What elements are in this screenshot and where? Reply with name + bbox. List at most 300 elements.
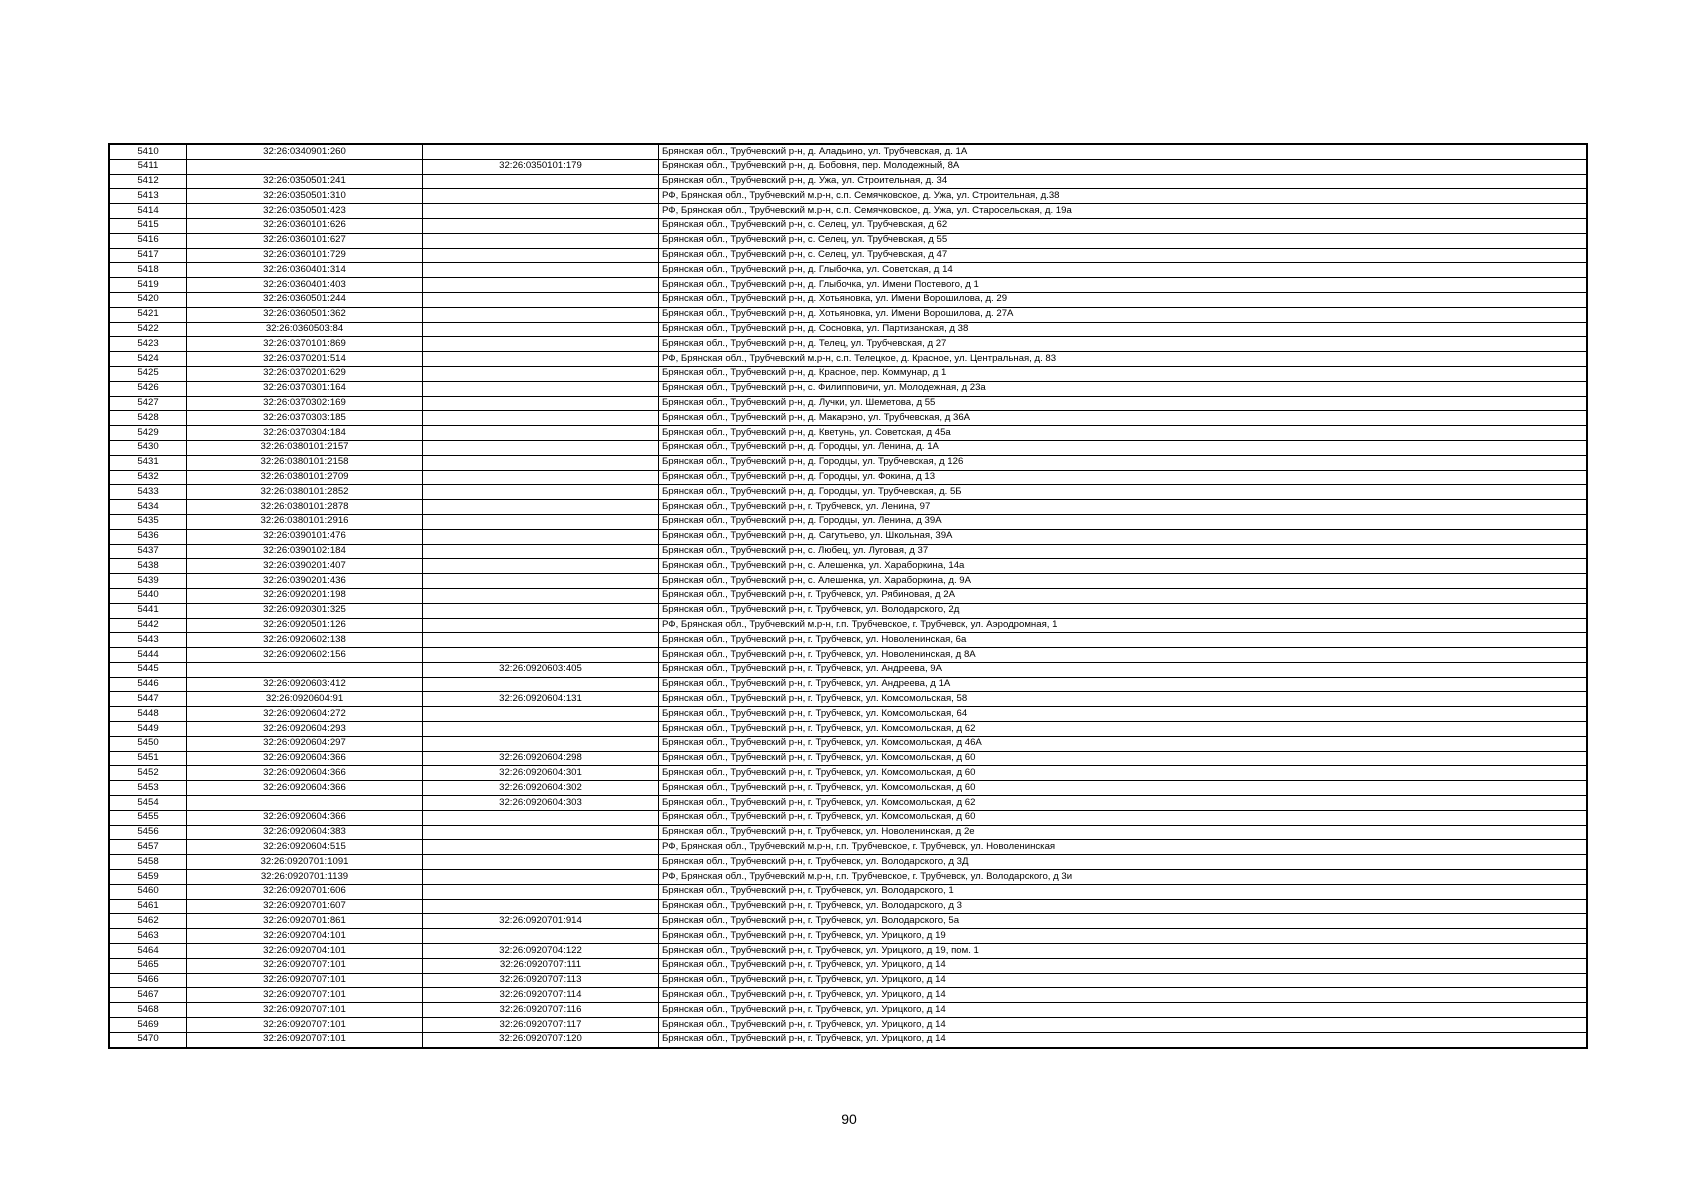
cadastral-number-cell: 32:26:0390201:407 <box>187 559 423 574</box>
cadastral-number-cell: 32:26:0360401:314 <box>187 263 423 278</box>
cadastral-number-cell: 32:26:0920604:515 <box>187 840 423 855</box>
related-cadastral-number-cell <box>423 322 659 337</box>
row-number-cell: 5411 <box>110 159 187 174</box>
row-number-cell: 5451 <box>110 751 187 766</box>
table-row <box>110 603 1587 618</box>
table-row <box>110 174 1587 189</box>
row-number-cell: 5469 <box>110 1018 187 1033</box>
table-row <box>110 352 1587 367</box>
related-cadastral-number-cell <box>423 396 659 411</box>
table-row <box>110 440 1587 455</box>
table-row <box>110 529 1587 544</box>
related-cadastral-number-cell <box>423 618 659 633</box>
table-row <box>110 751 1587 766</box>
related-cadastral-number-cell <box>423 707 659 722</box>
related-cadastral-number-cell <box>423 514 659 529</box>
address-cell: Брянская обл., Трубчевский р-н, д. Сосновка, ул. Партизанская, д 38 <box>659 322 1587 337</box>
page-number: 90 <box>841 1111 857 1127</box>
address-cell: РФ, Брянская обл., Трубчевский м.р-н, г.п. Трубчевское, г. Трубчевск, ул. Новоленинская <box>659 840 1587 855</box>
address-cell: Брянская обл., Трубчевский р-н, д. Ужа, ул. Строительная, д. 34 <box>659 174 1587 189</box>
table-row <box>110 145 1587 160</box>
cadastral-number-cell: 32:26:0920501:126 <box>187 618 423 633</box>
cadastral-number-cell: 32:26:0920604:366 <box>187 766 423 781</box>
related-cadastral-number-cell: 32:26:0920604:131 <box>423 692 659 707</box>
cadastral-number-cell: 32:26:0920701:1139 <box>187 870 423 885</box>
related-cadastral-number-cell <box>423 500 659 515</box>
row-number-cell: 5421 <box>110 307 187 322</box>
related-cadastral-number-cell <box>423 485 659 500</box>
address-cell: Брянская обл., Трубчевский р-н, г. Трубчевск, ул. Рябиновая, д 2А <box>659 588 1587 603</box>
address-cell: Брянская обл., Трубчевский р-н, с. Любец, ул. Луговая, д 37 <box>659 544 1587 559</box>
related-cadastral-number-cell <box>423 204 659 219</box>
row-number-cell: 5426 <box>110 381 187 396</box>
row-number-cell: 5448 <box>110 707 187 722</box>
row-number-cell: 5464 <box>110 944 187 959</box>
related-cadastral-number-cell <box>423 248 659 263</box>
row-number-cell: 5417 <box>110 248 187 263</box>
address-cell: Брянская обл., Трубчевский р-н, г. Трубчевск, ул. Комсомольская, д 60 <box>659 810 1587 825</box>
row-number-cell: 5430 <box>110 440 187 455</box>
related-cadastral-number-cell <box>423 810 659 825</box>
row-number-cell: 5446 <box>110 677 187 692</box>
address-cell: Брянская обл., Трубчевский р-н, г. Трубчевск, ул. Урицкого, д 19, пом. 1 <box>659 944 1587 959</box>
table-row <box>110 248 1587 263</box>
table-row <box>110 618 1587 633</box>
table-row <box>110 1018 1587 1033</box>
cadastral-number-cell: 32:26:0920701:861 <box>187 914 423 929</box>
address-cell: Брянская обл., Трубчевский р-н, г. Трубчевск, ул. Володарского, 5а <box>659 914 1587 929</box>
table-row <box>110 426 1587 441</box>
address-cell: Брянская обл., Трубчевский р-н, г. Трубчевск, ул. Володарского, 2д <box>659 603 1587 618</box>
cadastral-number-cell: 32:26:0370201:514 <box>187 352 423 367</box>
cadastral-number-cell: 32:26:0920604:272 <box>187 707 423 722</box>
row-number-cell: 5457 <box>110 840 187 855</box>
table-row <box>110 973 1587 988</box>
address-cell: Брянская обл., Трубчевский р-н, г. Трубчевск, ул. Комсомольская, 58 <box>659 692 1587 707</box>
row-number-cell: 5436 <box>110 529 187 544</box>
related-cadastral-number-cell: 32:26:0920604:301 <box>423 766 659 781</box>
row-number-cell: 5462 <box>110 914 187 929</box>
row-number-cell: 5418 <box>110 263 187 278</box>
table-row <box>110 633 1587 648</box>
row-number-cell: 5466 <box>110 973 187 988</box>
related-cadastral-number-cell <box>423 574 659 589</box>
address-cell: Брянская обл., Трубчевский р-н, д. Сагутьево, ул. Школьная, 39А <box>659 529 1587 544</box>
related-cadastral-number-cell <box>423 929 659 944</box>
address-cell: Брянская обл., Трубчевский р-н, г. Трубчевск, ул. Володарского, 1 <box>659 884 1587 899</box>
table-row <box>110 707 1587 722</box>
row-number-cell: 5456 <box>110 825 187 840</box>
row-number-cell: 5431 <box>110 455 187 470</box>
cadastral-number-cell: 32:26:0380101:2158 <box>187 455 423 470</box>
address-cell: Брянская обл., Трубчевский р-н, д. Городцы, ул. Ленина, д. 1А <box>659 440 1587 455</box>
cadastral-number-cell: 32:26:0920602:156 <box>187 648 423 663</box>
address-cell: Брянская обл., Трубчевский р-н, г. Трубчевск, ул. Урицкого, д 14 <box>659 958 1587 973</box>
address-cell: Брянская обл., Трубчевский р-н, д. Телец, ул. Трубчевская, д 27 <box>659 337 1587 352</box>
cadastral-number-cell: 32:26:0920604:293 <box>187 722 423 737</box>
related-cadastral-number-cell: 32:26:0920704:122 <box>423 944 659 959</box>
row-number-cell: 5463 <box>110 929 187 944</box>
table-row <box>110 189 1587 204</box>
cadastral-number-cell: 32:26:0920603:412 <box>187 677 423 692</box>
cadastral-number-cell: 32:26:0380101:2916 <box>187 514 423 529</box>
address-cell: Брянская обл., Трубчевский р-н, г. Трубчевск, ул. Комсомольская, 64 <box>659 707 1587 722</box>
cadastral-number-cell: 32:26:0920604:366 <box>187 810 423 825</box>
row-number-cell: 5420 <box>110 292 187 307</box>
table-row <box>110 366 1587 381</box>
row-number-cell: 5429 <box>110 426 187 441</box>
cadastral-number-cell: 32:26:0390102:184 <box>187 544 423 559</box>
address-cell: Брянская обл., Трубчевский р-н, д. Красное, пер. Коммунар, д 1 <box>659 366 1587 381</box>
related-cadastral-number-cell <box>423 722 659 737</box>
address-cell: Брянская обл., Трубчевский р-н, г. Трубчевск, ул. Новоленинская, д 8А <box>659 648 1587 663</box>
address-cell: Брянская обл., Трубчевский р-н, г. Трубчевск, ул. Комсомольская, д 62 <box>659 722 1587 737</box>
related-cadastral-number-cell <box>423 174 659 189</box>
cadastral-number-cell: 32:26:0920701:607 <box>187 899 423 914</box>
address-cell: Брянская обл., Трубчевский р-н, г. Трубчевск, ул. Андреева, д 1А <box>659 677 1587 692</box>
cadastral-number-cell: 32:26:0360101:626 <box>187 218 423 233</box>
row-number-cell: 5434 <box>110 500 187 515</box>
related-cadastral-number-cell: 32:26:0920603:405 <box>423 662 659 677</box>
address-cell: Брянская обл., Трубчевский р-н, г. Трубчевск, ул. Урицкого, д 14 <box>659 1018 1587 1033</box>
row-number-cell: 5419 <box>110 278 187 293</box>
cadastral-number-cell: 32:26:0390101:476 <box>187 529 423 544</box>
table-row <box>110 485 1587 500</box>
address-cell: Брянская обл., Трубчевский р-н, г. Трубчевск, ул. Комсомольская, д 60 <box>659 766 1587 781</box>
address-cell: Брянская обл., Трубчевский р-н, г. Трубчевск, ул. Урицкого, д 14 <box>659 973 1587 988</box>
table-row <box>110 307 1587 322</box>
related-cadastral-number-cell <box>423 529 659 544</box>
table-row <box>110 544 1587 559</box>
cadastral-number-cell <box>187 662 423 677</box>
related-cadastral-number-cell <box>423 381 659 396</box>
cadastral-number-cell: 32:26:0370303:185 <box>187 411 423 426</box>
row-number-cell: 5413 <box>110 189 187 204</box>
cadastral-number-cell: 32:26:0360501:362 <box>187 307 423 322</box>
row-number-cell: 5427 <box>110 396 187 411</box>
address-cell: Брянская обл., Трубчевский р-н, г. Трубчевск, ул. Комсомольская, д 62 <box>659 796 1587 811</box>
registry-table <box>109 144 1587 1048</box>
cadastral-number-cell: 32:26:0370101:869 <box>187 337 423 352</box>
cadastral-number-cell: 32:26:0920604:383 <box>187 825 423 840</box>
address-cell: Брянская обл., Трубчевский р-н, г. Трубчевск, ул. Ленина, 97 <box>659 500 1587 515</box>
row-number-cell: 5458 <box>110 855 187 870</box>
address-cell: Брянская обл., Трубчевский р-н, д. Бобовня, пер. Молодежный, 8А <box>659 159 1587 174</box>
address-cell: Брянская обл., Трубчевский р-н, с. Селец, ул. Трубчевская, д 55 <box>659 233 1587 248</box>
related-cadastral-number-cell: 32:26:0920701:914 <box>423 914 659 929</box>
related-cadastral-number-cell: 32:26:0920707:117 <box>423 1018 659 1033</box>
related-cadastral-number-cell: 32:26:0920707:120 <box>423 1032 659 1047</box>
related-cadastral-number-cell <box>423 559 659 574</box>
row-number-cell: 5428 <box>110 411 187 426</box>
cadastral-number-cell: 32:26:0920707:101 <box>187 958 423 973</box>
table-row <box>110 278 1587 293</box>
table-row <box>110 692 1587 707</box>
row-number-cell: 5435 <box>110 514 187 529</box>
address-cell: Брянская обл., Трубчевский р-н, с. Алешенка, ул. Хараборкина, 14а <box>659 559 1587 574</box>
cadastral-number-cell: 32:26:0380101:2852 <box>187 485 423 500</box>
table-row <box>110 884 1587 899</box>
row-number-cell: 5452 <box>110 766 187 781</box>
cadastral-number-cell <box>187 796 423 811</box>
row-number-cell: 5414 <box>110 204 187 219</box>
cadastral-number-cell: 32:26:0350501:423 <box>187 204 423 219</box>
cadastral-number-cell <box>187 159 423 174</box>
cadastral-number-cell: 32:26:0920604:297 <box>187 736 423 751</box>
cadastral-number-cell: 32:26:0360101:627 <box>187 233 423 248</box>
cadastral-number-cell: 32:26:0360401:403 <box>187 278 423 293</box>
row-number-cell: 5467 <box>110 988 187 1003</box>
address-cell: Брянская обл., Трубчевский р-н, д. Городцы, ул. Трубчевская, д 126 <box>659 455 1587 470</box>
cadastral-number-cell: 32:26:0340901:260 <box>187 145 423 160</box>
cadastral-number-cell: 32:26:0360501:244 <box>187 292 423 307</box>
address-cell: Брянская обл., Трубчевский р-н, д. Хотьяновка, ул. Имени Ворошилова, д. 27А <box>659 307 1587 322</box>
related-cadastral-number-cell <box>423 736 659 751</box>
cadastral-number-cell: 32:26:0380101:2709 <box>187 470 423 485</box>
row-number-cell: 5443 <box>110 633 187 648</box>
table-row <box>110 204 1587 219</box>
address-cell: РФ, Брянская обл., Трубчевский м.р-н, с.п. Телецкое, д. Красное, ул. Центральная, д. 83 <box>659 352 1587 367</box>
address-cell: Брянская обл., Трубчевский р-н, г. Трубчевск, ул. Комсомольская, д 46А <box>659 736 1587 751</box>
row-number-cell: 5450 <box>110 736 187 751</box>
address-cell: Брянская обл., Трубчевский р-н, г. Трубчевск, ул. Володарского, д 3 <box>659 899 1587 914</box>
cadastral-number-cell: 32:26:0920701:1091 <box>187 855 423 870</box>
row-number-cell: 5416 <box>110 233 187 248</box>
address-cell: Брянская обл., Трубчевский р-н, г. Трубчевск, ул. Урицкого, д 14 <box>659 1032 1587 1047</box>
cadastral-number-cell: 32:26:0920201:198 <box>187 588 423 603</box>
address-cell: Брянская обл., Трубчевский р-н, д. Городцы, ул. Ленина, д 39А <box>659 514 1587 529</box>
address-cell: Брянская обл., Трубчевский р-н, с. Селец, ул. Трубчевская, д 62 <box>659 218 1587 233</box>
address-cell: Брянская обл., Трубчевский р-н, д. Лучки, ул. Шеметова, д 55 <box>659 396 1587 411</box>
table-row <box>110 899 1587 914</box>
related-cadastral-number-cell <box>423 677 659 692</box>
related-cadastral-number-cell <box>423 870 659 885</box>
row-number-cell: 5442 <box>110 618 187 633</box>
table-row <box>110 159 1587 174</box>
row-number-cell: 5433 <box>110 485 187 500</box>
table-row <box>110 455 1587 470</box>
address-cell: РФ, Брянская обл., Трубчевский м.р-н, с.п. Семячковское, д. Ужа, ул. Старосельская, д. 19а <box>659 204 1587 219</box>
cadastral-number-cell: 32:26:0920604:366 <box>187 751 423 766</box>
table-row <box>110 1032 1587 1047</box>
address-cell: Брянская обл., Трубчевский р-н, д. Макарэно, ул. Трубчевская, д 36А <box>659 411 1587 426</box>
table-row <box>110 840 1587 855</box>
table-row <box>110 825 1587 840</box>
row-number-cell: 5470 <box>110 1032 187 1047</box>
table-row <box>110 470 1587 485</box>
row-number-cell: 5460 <box>110 884 187 899</box>
table-row <box>110 944 1587 959</box>
related-cadastral-number-cell <box>423 411 659 426</box>
cadastral-number-cell: 32:26:0380101:2878 <box>187 500 423 515</box>
table-row <box>110 322 1587 337</box>
row-number-cell: 5423 <box>110 337 187 352</box>
address-cell: Брянская обл., Трубчевский р-н, г. Трубчевск, ул. Андреева, 9А <box>659 662 1587 677</box>
related-cadastral-number-cell: 32:26:0920707:111 <box>423 958 659 973</box>
table-row <box>110 855 1587 870</box>
table-row <box>110 337 1587 352</box>
row-number-cell: 5444 <box>110 648 187 663</box>
row-number-cell: 5461 <box>110 899 187 914</box>
address-cell: Брянская обл., Трубчевский р-н, д. Городцы, ул. Фокина, д 13 <box>659 470 1587 485</box>
table-row <box>110 929 1587 944</box>
table-row <box>110 736 1587 751</box>
related-cadastral-number-cell <box>423 292 659 307</box>
related-cadastral-number-cell: 32:26:0920604:302 <box>423 781 659 796</box>
table-row <box>110 588 1587 603</box>
cadastral-number-cell: 32:26:0370301:164 <box>187 381 423 396</box>
table-row <box>110 662 1587 677</box>
related-cadastral-number-cell <box>423 366 659 381</box>
address-cell: Брянская обл., Трубчевский р-н, г. Трубчевск, ул. Комсомольская, д 60 <box>659 751 1587 766</box>
cadastral-number-cell: 32:26:0920707:101 <box>187 988 423 1003</box>
cadastral-number-cell: 32:26:0350501:241 <box>187 174 423 189</box>
address-cell: Брянская обл., Трубчевский р-н, с. Филипповичи, ул. Молодежная, д 23а <box>659 381 1587 396</box>
cadastral-number-cell: 32:26:0920604:91 <box>187 692 423 707</box>
row-number-cell: 5459 <box>110 870 187 885</box>
cadastral-number-cell: 32:26:0920604:366 <box>187 781 423 796</box>
related-cadastral-number-cell <box>423 825 659 840</box>
cadastral-number-cell: 32:26:0920701:606 <box>187 884 423 899</box>
cadastral-number-cell: 32:26:0360101:729 <box>187 248 423 263</box>
cadastral-number-cell: 32:26:0920602:138 <box>187 633 423 648</box>
related-cadastral-number-cell <box>423 470 659 485</box>
row-number-cell: 5454 <box>110 796 187 811</box>
row-number-cell: 5468 <box>110 1003 187 1018</box>
row-number-cell: 5432 <box>110 470 187 485</box>
cadastral-number-cell: 32:26:0920707:101 <box>187 1032 423 1047</box>
address-cell: Брянская обл., Трубчевский р-н, д. Кветунь, ул. Советская, д 45а <box>659 426 1587 441</box>
row-number-cell: 5410 <box>110 145 187 160</box>
row-number-cell: 5449 <box>110 722 187 737</box>
related-cadastral-number-cell <box>423 337 659 352</box>
related-cadastral-number-cell <box>423 263 659 278</box>
address-cell: Брянская обл., Трубчевский р-н, г. Трубчевск, ул. Урицкого, д 19 <box>659 929 1587 944</box>
related-cadastral-number-cell <box>423 440 659 455</box>
related-cadastral-number-cell <box>423 218 659 233</box>
table-row <box>110 263 1587 278</box>
related-cadastral-number-cell <box>423 899 659 914</box>
row-number-cell: 5440 <box>110 588 187 603</box>
address-cell: Брянская обл., Трубчевский р-н, г. Трубчевск, ул. Урицкого, д 14 <box>659 1003 1587 1018</box>
row-number-cell: 5425 <box>110 366 187 381</box>
table-row <box>110 233 1587 248</box>
related-cadastral-number-cell: 32:26:0920707:116 <box>423 1003 659 1018</box>
related-cadastral-number-cell: 32:26:0350101:179 <box>423 159 659 174</box>
row-number-cell: 5415 <box>110 218 187 233</box>
table-row <box>110 218 1587 233</box>
table-row <box>110 870 1587 885</box>
cadastral-number-cell: 32:26:0920301:325 <box>187 603 423 618</box>
related-cadastral-number-cell <box>423 426 659 441</box>
cadastral-number-cell: 32:26:0920704:101 <box>187 944 423 959</box>
table-row <box>110 514 1587 529</box>
related-cadastral-number-cell <box>423 603 659 618</box>
row-number-cell: 5412 <box>110 174 187 189</box>
related-cadastral-number-cell <box>423 307 659 322</box>
row-number-cell: 5439 <box>110 574 187 589</box>
related-cadastral-number-cell: 32:26:0920707:114 <box>423 988 659 1003</box>
cadastral-number-cell: 32:26:0920704:101 <box>187 929 423 944</box>
address-cell: Брянская обл., Трубчевский р-н, с. Алешенка, ул. Хараборкина, д. 9А <box>659 574 1587 589</box>
address-cell: Брянская обл., Трубчевский р-н, г. Трубчевск, ул. Комсомольская, д 60 <box>659 781 1587 796</box>
table-row <box>110 781 1587 796</box>
cadastral-number-cell: 32:26:0370201:629 <box>187 366 423 381</box>
row-number-cell: 5441 <box>110 603 187 618</box>
related-cadastral-number-cell: 32:26:0920707:113 <box>423 973 659 988</box>
table-row <box>110 292 1587 307</box>
table-row <box>110 500 1587 515</box>
cadastral-number-cell: 32:26:0370302:169 <box>187 396 423 411</box>
row-number-cell: 5465 <box>110 958 187 973</box>
related-cadastral-number-cell <box>423 145 659 160</box>
related-cadastral-number-cell <box>423 648 659 663</box>
address-cell: Брянская обл., Трубчевский р-н, д. Хотьяновка, ул. Имени Ворошилова, д. 29 <box>659 292 1587 307</box>
related-cadastral-number-cell: 32:26:0920604:298 <box>423 751 659 766</box>
table-row <box>110 396 1587 411</box>
table-row <box>110 411 1587 426</box>
cadastral-number-cell: 32:26:0360503:84 <box>187 322 423 337</box>
address-cell: Брянская обл., Трубчевский р-н, г. Трубчевск, ул. Новоленинская, д 2е <box>659 825 1587 840</box>
cadastral-number-cell: 32:26:0370304:184 <box>187 426 423 441</box>
table-row <box>110 722 1587 737</box>
related-cadastral-number-cell <box>423 633 659 648</box>
address-cell: Брянская обл., Трубчевский р-н, д. Городцы, ул. Трубчевская, д. 5Б <box>659 485 1587 500</box>
table-row <box>110 1003 1587 1018</box>
address-cell: Брянская обл., Трубчевский р-н, г. Трубчевск, ул. Урицкого, д 14 <box>659 988 1587 1003</box>
cadastral-number-cell: 32:26:0920707:101 <box>187 1018 423 1033</box>
table-row <box>110 796 1587 811</box>
row-number-cell: 5453 <box>110 781 187 796</box>
table-row <box>110 677 1587 692</box>
related-cadastral-number-cell <box>423 455 659 470</box>
row-number-cell: 5424 <box>110 352 187 367</box>
address-cell: Брянская обл., Трубчевский р-н, г. Трубчевск, ул. Новоленинская, 6а <box>659 633 1587 648</box>
address-cell: РФ, Брянская обл., Трубчевский м.р-н, г.п. Трубчевское, г. Трубчевск, ул. Володарского, д 3и <box>659 870 1587 885</box>
address-cell: Брянская обл., Трубчевский р-н, д. Аладьино, ул. Трубчевская, д. 1А <box>659 145 1587 160</box>
related-cadastral-number-cell <box>423 855 659 870</box>
cadastral-number-cell: 32:26:0390201:436 <box>187 574 423 589</box>
row-number-cell: 5447 <box>110 692 187 707</box>
related-cadastral-number-cell <box>423 840 659 855</box>
registry-table-body <box>110 145 1587 1048</box>
row-number-cell: 5455 <box>110 810 187 825</box>
table-row <box>110 381 1587 396</box>
cadastral-number-cell: 32:26:0920707:101 <box>187 1003 423 1018</box>
related-cadastral-number-cell <box>423 233 659 248</box>
table-row <box>110 988 1587 1003</box>
address-cell: РФ, Брянская обл., Трубчевский м.р-н, г.п. Трубчевское, г. Трубчевск, ул. Аэродромная, 1 <box>659 618 1587 633</box>
table-row <box>110 766 1587 781</box>
address-cell: Брянская обл., Трубчевский р-н, д. Глыбочка, ул. Советская, д 14 <box>659 263 1587 278</box>
address-cell: РФ, Брянская обл., Трубчевский м.р-н, с.п. Семячковское, д. Ужа, ул. Строительная, д.38 <box>659 189 1587 204</box>
table-row <box>110 648 1587 663</box>
table-row <box>110 958 1587 973</box>
cadastral-number-cell: 32:26:0920707:101 <box>187 973 423 988</box>
address-cell: Брянская обл., Трубчевский р-н, г. Трубчевск, ул. Володарского, д 3Д <box>659 855 1587 870</box>
related-cadastral-number-cell <box>423 278 659 293</box>
table-row <box>110 559 1587 574</box>
address-cell: Брянская обл., Трубчевский р-н, с. Селец, ул. Трубчевская, д 47 <box>659 248 1587 263</box>
cadastral-number-cell: 32:26:0380101:2157 <box>187 440 423 455</box>
related-cadastral-number-cell: 32:26:0920604:303 <box>423 796 659 811</box>
table-row <box>110 574 1587 589</box>
row-number-cell: 5438 <box>110 559 187 574</box>
table-row <box>110 914 1587 929</box>
row-number-cell: 5437 <box>110 544 187 559</box>
related-cadastral-number-cell <box>423 352 659 367</box>
related-cadastral-number-cell <box>423 544 659 559</box>
